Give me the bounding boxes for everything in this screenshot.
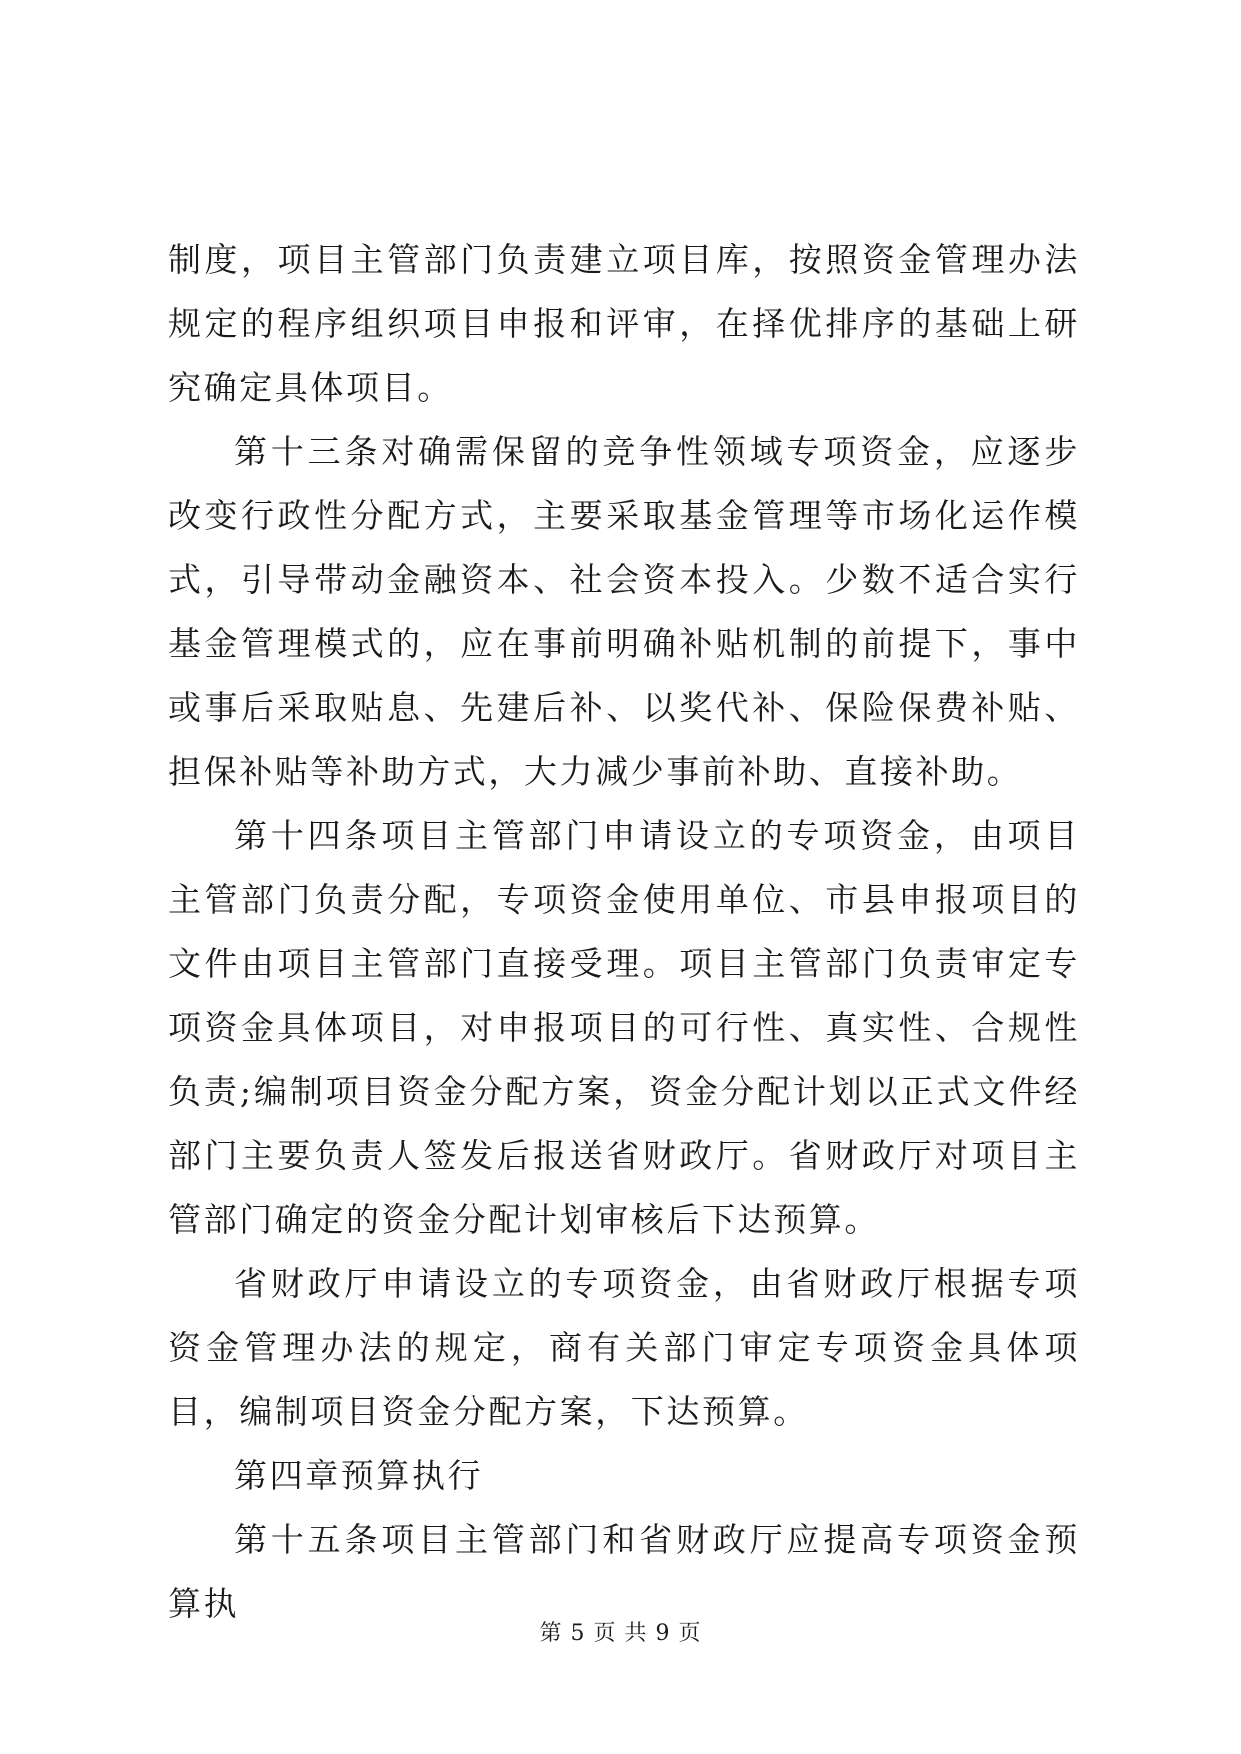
document-body xyxy=(168,228,1080,1636)
paragraph-article-15: 第十五条项目主管部门和省财政厅应提高专项资金预算执 xyxy=(168,1520,1080,1623)
paragraph-finance-dept: 省财政厅申请设立的专项资金，由省财政厅根据专项资金管理办法的规定，商有关部门审定专项资金具体项目，编制项目资金分配方案，下达预算。 xyxy=(168,1264,1080,1431)
chapter-heading: 第四章预算执行 xyxy=(234,1456,484,1495)
page-number-footer: 第 5 页 共 9 页 xyxy=(539,1621,702,1646)
paragraph-article-13: 第十三条对确需保留的竞争性领域专项资金，应逐步改变行政性分配方式，主要采取基金管理等市场化运作模式，引导带动金融资本、社会资本投入。少数不适合实行基金管理模式的，应在事前明确补贴机制的前提下，事中或事后采取贴息、先建后补、以奖代补、保险保费补贴、担保补贴等补助方式，大力减少事前补助、直接补助。 xyxy=(168,432,1080,791)
paragraph-article-14: 第十四条项目主管部门申请设立的专项资金，由项目主管部门负责分配，专项资金使用单位、市县申报项目的文件由项目主管部门直接受理。项目主管部门负责审定专项资金具体项目，对申报项目的可行性、真实性、合规性负责;编制项目资金分配方案，资金分配计划以正式文件经部门主要负责人签发后报送省财政厅。省财政厅对项目主管部门确定的资金分配计划审核后下达预算。 xyxy=(168,816,1080,1239)
paragraph-continued: 制度，项目主管部门负责建立项目库，按照资金管理办法规定的程序组织项目申报和评审，在择优排序的基础上研究确定具体项目。 xyxy=(168,240,1080,407)
